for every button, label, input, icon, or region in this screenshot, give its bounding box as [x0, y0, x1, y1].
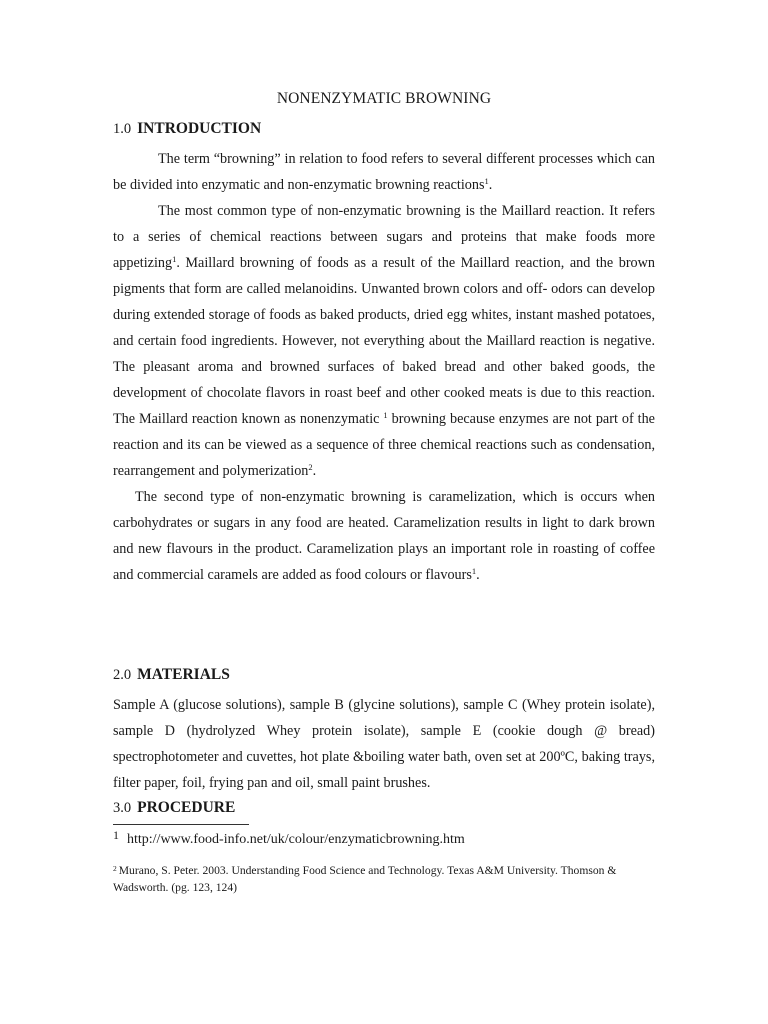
section-number: 3.0: [113, 800, 132, 816]
intro-paragraph-2: The most common type of non-enzymatic browning is the Maillard reaction. It refers to a series of chemical reactions between sugars and proteins that make foods more appetizing$^1$. Maillard browning of foods as a result of the Maillard reaction, and the brown pigments that form are called melanoidins. Unwanted brown colors and off- odors can develop during extended storage of foods as baked products, dried egg whites, instant mashed potatoes, and certain food ingredients. However, not everything about the Maillard reaction is negative. The pleasant aroma and browned surfaces of baked bread and other baked goods, the development of chocolate flavors in roast beef and other cooked meats is due to this reaction. The Maillard reaction known as nonenzymatic $^1$ browning because enzymes are not part of the reaction and its can be viewed as a sequence of three chemical reactions such as condensation, rearrangement and polymerization$^2$.: [113, 203, 655, 479]
footnote-link[interactable]: http://www.food-info.net/uk/colour/enzymaticbrowning.htm: [127, 832, 465, 847]
footnote-2: [113, 860, 658, 896]
footnote-mark: 2: [113, 864, 117, 873]
page-title: NONENZYMATIC BROWNING: [276, 90, 492, 107]
intro-paragraph-3: The second type of non-enzymatic browning is caramelization, which is occurs when carbohydrates or sugars in any food are heated. Caramelization results in light to dark brown and new flavours in the product. Caramelization plays an important role in roasting of coffee and commercial caramels are added as food colours or flavours$^1$.: [113, 489, 655, 583]
materials-paragraph: Sample A (glucose solutions), sample B (glycine solutions), sample C (Whey protein isolate), sample D (hydrolyzed Whey protein isolate), sample E (cookie dough @ bread) spectrophotometer and cuvettes, hot plate &boiling water bath, oven set at 200ºC, baking trays, filter paper, foil, frying pan and oil, small paint brushes.: [113, 697, 655, 791]
materials-body: [113, 692, 655, 796]
section-title: MATERIALS: [137, 666, 230, 683]
section-title: PROCEDURE: [137, 799, 236, 816]
footnote-separator: [113, 824, 249, 825]
footnote-text: Murano, S. Peter. 2003. Understanding Food Science and Technology. Texas A&M University. Thomson & Wadsworth. (pg. 123, 124): [113, 864, 617, 894]
footnote-ref: 2: [308, 462, 313, 472]
intro-paragraph-1: The term “browning” in relation to food refers to several different processes which can be divided into enzymatic and non-enzymatic browning reactions$^1$.: [113, 151, 655, 193]
footnote-mark: 1: [113, 828, 119, 842]
introduction-body: [113, 146, 655, 588]
footnote-ref: 1: [471, 566, 477, 576]
section-title: INTRODUCTION: [137, 120, 262, 137]
footnote-1: [113, 828, 465, 848]
section-heading-introduction: [113, 120, 261, 138]
footnote-ref: 1: [383, 410, 388, 420]
footnote-ref: 1: [172, 254, 177, 264]
footnote-ref: 1: [484, 176, 489, 186]
section-number: 1.0: [113, 121, 132, 137]
section-heading-procedure: [113, 799, 235, 817]
section-number: 2.0: [113, 667, 132, 683]
section-heading-materials: [113, 666, 230, 684]
